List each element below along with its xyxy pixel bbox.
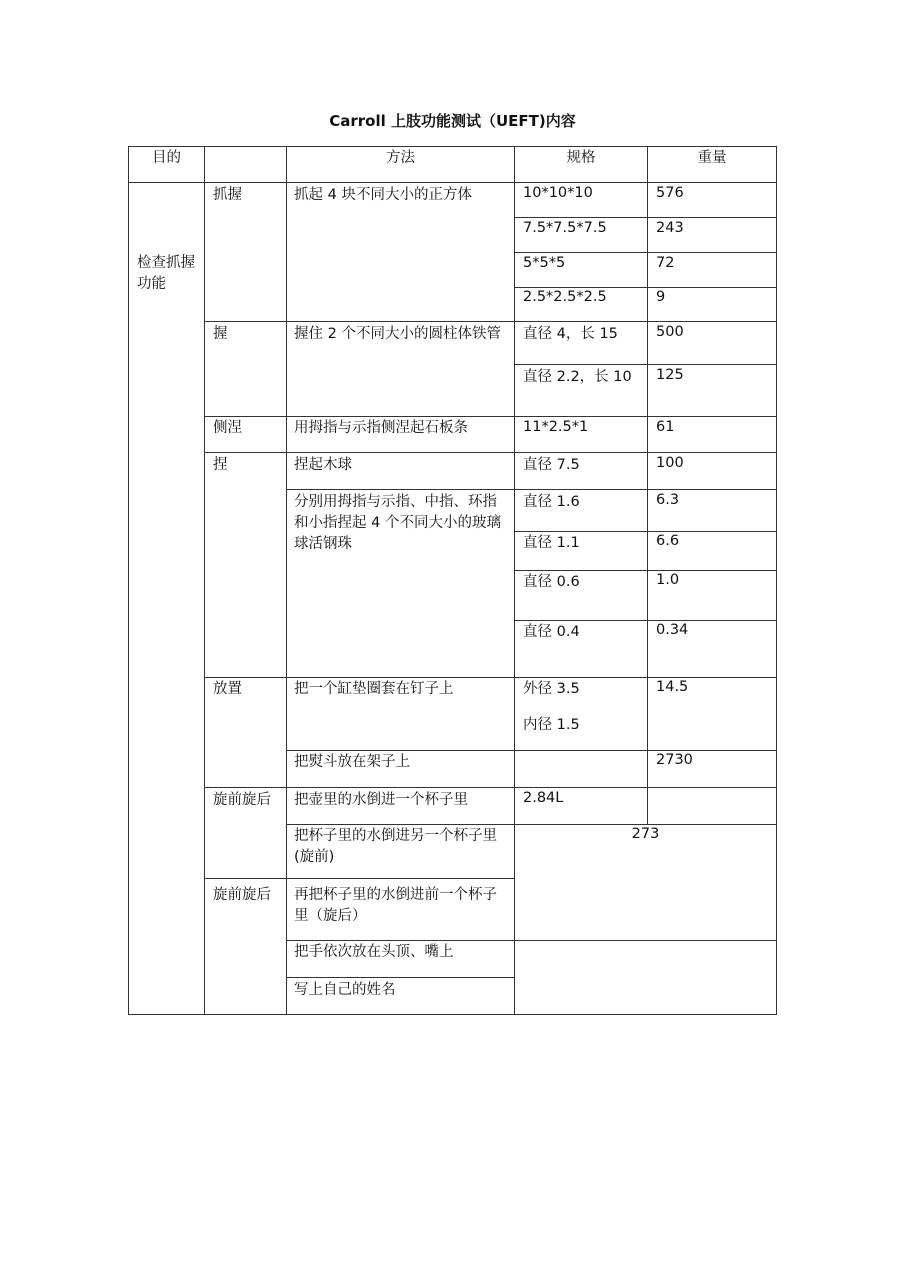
spec-cell: 11*2.5*1 bbox=[523, 419, 589, 435]
section-lateral-pinch: 侧涅 bbox=[213, 420, 242, 436]
method-cell: 把壶里的水倒进一个杯子里 bbox=[294, 792, 468, 808]
spec-cell: 直径 0.6 bbox=[523, 574, 580, 590]
section-placement: 放置 bbox=[213, 681, 242, 697]
weight-cell: 1.0 bbox=[656, 572, 680, 588]
spec-cell: 直径 1.1 bbox=[523, 535, 580, 551]
weight-cell: 0.34 bbox=[656, 622, 689, 638]
table-border bbox=[204, 787, 777, 788]
method-cell: 把杯子里的水倒进另一个杯子里(旋前) bbox=[294, 828, 497, 865]
spec-cell: 2.84L bbox=[523, 790, 564, 806]
section-grasp: 抓握 bbox=[213, 187, 242, 203]
section-grip: 握 bbox=[213, 326, 228, 342]
spec-cell: 直径 2.2，长 10 bbox=[523, 369, 632, 385]
method-cell: 把手依次放在头顶、嘴上 bbox=[294, 944, 454, 960]
method-cell: 握住 2 个不同大小的圆柱体铁管 bbox=[294, 326, 501, 342]
weight-cell: 6.6 bbox=[656, 533, 680, 549]
table-border bbox=[776, 146, 777, 1015]
header-method: 方法 bbox=[386, 150, 415, 166]
weight-cell: 9 bbox=[656, 289, 666, 305]
weight-cell: 576 bbox=[656, 185, 684, 201]
spec-cell: 10*10*10 bbox=[523, 185, 593, 201]
table-border bbox=[128, 146, 777, 147]
weight-cell: 61 bbox=[656, 419, 675, 435]
page-title: Carroll 上肢功能测试（UEFT)内容 bbox=[329, 112, 576, 130]
section-pinch: 捏 bbox=[213, 457, 228, 473]
spec-cell: 直径 0.4 bbox=[523, 624, 580, 640]
spec-cell: 2.5*2.5*2.5 bbox=[523, 289, 607, 305]
spec-cell: 外径 3.5 bbox=[523, 681, 580, 697]
table-border bbox=[128, 1014, 777, 1015]
header-spec: 规格 bbox=[566, 150, 596, 166]
spec-cell: 直径 4，长 15 bbox=[523, 326, 618, 342]
header-purpose: 目的 bbox=[152, 150, 181, 166]
method-cell: 分别用拇指与示指、中指、环指和小指捏起 4 个不同大小的玻璃球活钢珠 bbox=[294, 494, 501, 552]
section-pronation-supination: 旋前旋后 bbox=[213, 792, 271, 808]
table-border bbox=[204, 146, 205, 1015]
table-border bbox=[286, 977, 515, 978]
spec-cell: 5*5*5 bbox=[523, 255, 566, 271]
header-weight: 重量 bbox=[697, 150, 727, 166]
weight-cell: 500 bbox=[656, 324, 684, 340]
weight-cell: 125 bbox=[656, 367, 684, 383]
section-pronation-supination: 旋前旋后 bbox=[213, 887, 271, 903]
weight-cell: 243 bbox=[656, 220, 684, 236]
method-cell: 抓起 4 块不同大小的正方体 bbox=[294, 187, 472, 203]
spec-cell: 直径 1.6 bbox=[523, 494, 580, 510]
table-border bbox=[286, 146, 287, 1015]
spec-cell: 直径 7.5 bbox=[523, 457, 580, 473]
method-cell: 写上自己的姓名 bbox=[294, 982, 396, 998]
table-border bbox=[514, 146, 515, 1015]
method-cell: 捏起木球 bbox=[294, 457, 352, 473]
table-border bbox=[128, 146, 129, 1015]
spec-cell: 内径 1.5 bbox=[523, 717, 580, 733]
weight-cell: 6.3 bbox=[656, 492, 680, 508]
weight-cell: 273 bbox=[631, 826, 660, 842]
weight-cell: 72 bbox=[656, 255, 675, 271]
weight-cell: 2730 bbox=[656, 752, 693, 768]
weight-cell: 14.5 bbox=[656, 679, 689, 695]
weight-cell: 100 bbox=[656, 455, 684, 471]
spec-cell: 7.5*7.5*7.5 bbox=[523, 220, 607, 236]
method-cell: 把一个缸垫圈套在钉子上 bbox=[294, 681, 454, 697]
purpose-cell: 检查抓握功能 bbox=[137, 255, 195, 292]
method-cell: 再把杯子里的水倒进前一个杯子里（旋后） bbox=[294, 887, 497, 924]
table-border bbox=[647, 146, 648, 825]
table-border bbox=[204, 878, 515, 879]
method-cell: 把熨斗放在架子上 bbox=[294, 754, 410, 770]
table-border bbox=[286, 940, 777, 941]
method-cell: 用拇指与示指侧涅起石板条 bbox=[294, 420, 468, 436]
